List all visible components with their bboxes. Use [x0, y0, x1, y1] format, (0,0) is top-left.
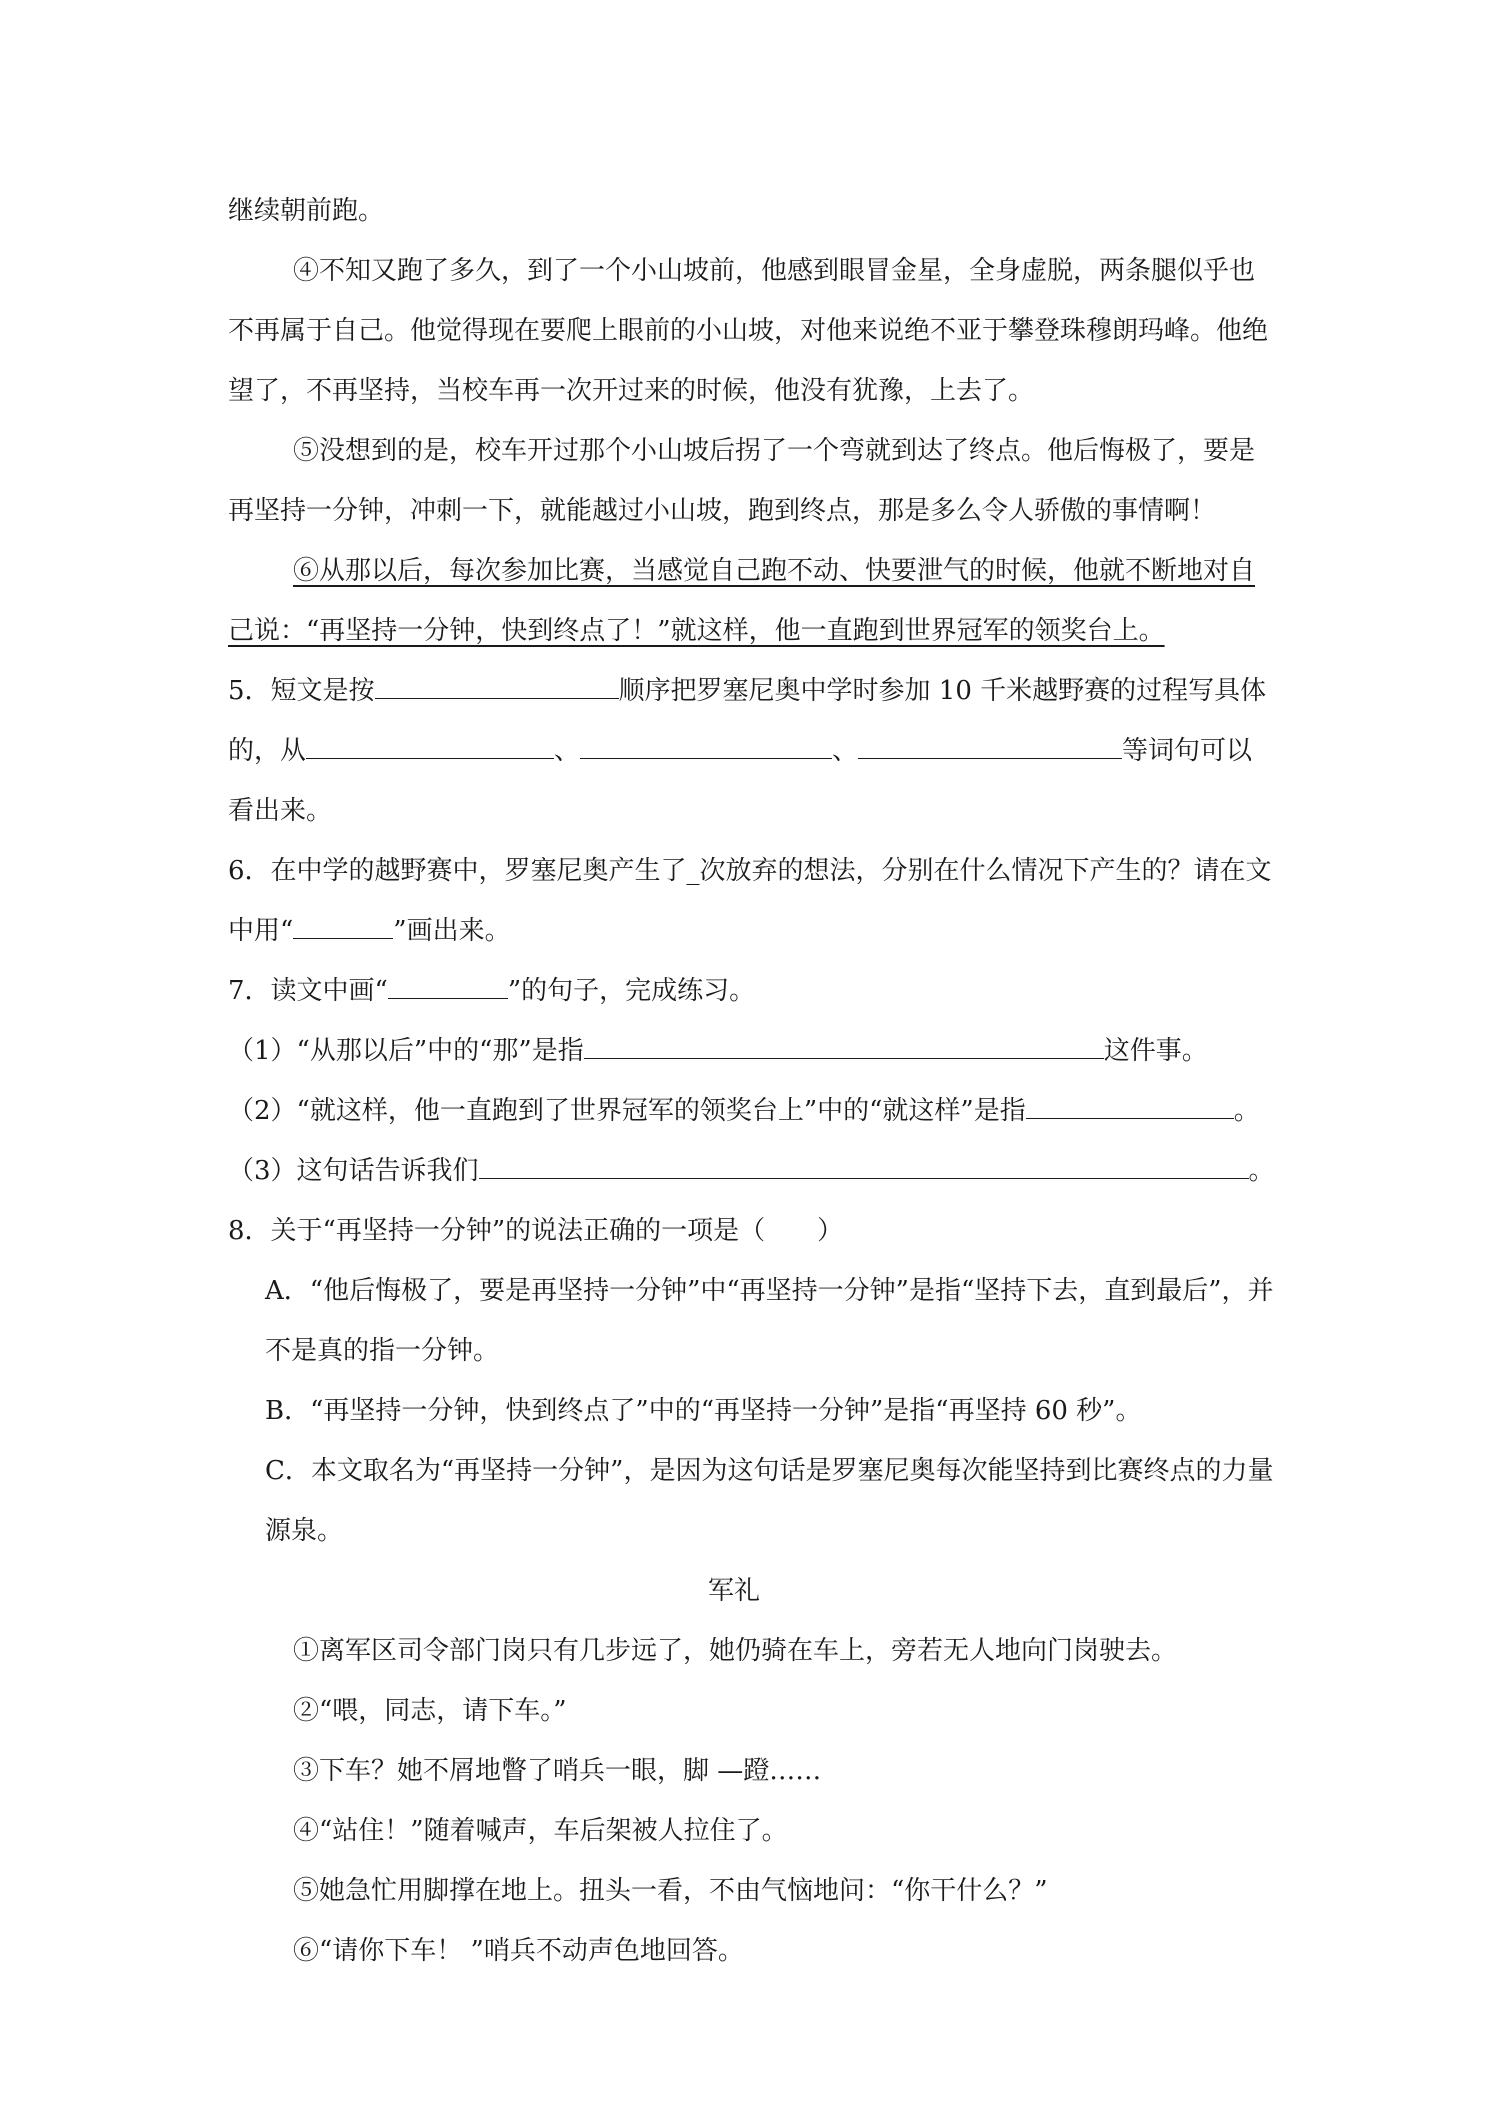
question-7-text: 7．读文中画“	[228, 976, 388, 1006]
story-paragraph: ②“喂，同志，请下车。”	[293, 1696, 567, 1726]
story-paragraph: ⑤她急忙用脚撑在地上。扭头一看，不由气恼地问：“你干什么？”	[293, 1876, 1048, 1906]
paragraph-6-underlined-line: 己说：“再坚持一分钟，快到终点了！”就这样，他一直跑到世界冠军的领奖台上。	[228, 616, 1165, 646]
question-7-1-text: （1）“从那以后”中的“那”是指	[228, 1036, 584, 1066]
separator: 、	[832, 736, 859, 766]
paragraph-4-line: 不再属于自己。他觉得现在要爬上眼前的小山坡，对他来说绝不亚于攀登珠穆朗玛峰。他绝	[228, 316, 1269, 346]
paragraph-6-underlined-line: ⑥从那以后，每次参加比赛，当感觉自己跑不动、快要泄气的时候，他就不断地对自	[293, 556, 1256, 586]
story-paragraph: ④“站住！”随着喊声，车后架被人拉住了。	[293, 1816, 788, 1846]
paragraph-5-line: ⑤没想到的是，校车开过那个小山坡后拐了一个弯就到达了终点。他后悔极了，要是	[293, 436, 1256, 466]
question-6-line	[228, 914, 511, 948]
question-5-line: 看出来。	[228, 796, 333, 826]
option-c-cont: 源泉。	[265, 1516, 344, 1546]
question-7-line	[228, 974, 755, 1008]
question-5-text: 的，从	[228, 736, 307, 766]
story-paragraph: ⑥“请你下车！ ”哨兵不动声色地回答。	[293, 1936, 744, 1966]
question-5-line	[228, 734, 1252, 768]
option-b[interactable]: B．“再坚持一分钟，快到终点了”中的“再坚持一分钟”是指“再坚持 60 秒”。	[265, 1396, 1142, 1426]
question-7-3-line	[228, 1154, 1275, 1188]
answer-blank[interactable]	[584, 1034, 1104, 1059]
question-8-line: 8．关于“再坚持一分钟”的说法正确的一项是（ ）	[228, 1216, 844, 1246]
question-7-2-line	[228, 1094, 1260, 1128]
answer-blank[interactable]	[1026, 1094, 1234, 1119]
question-5-line	[228, 674, 1266, 708]
answer-blank[interactable]	[375, 674, 619, 699]
question-5-text: 等词句可以	[1122, 736, 1253, 766]
paragraph-4-line: 望了，不再坚持，当校车再一次开过来的时候，他没有犹豫，上去了。	[228, 376, 1035, 406]
question-7-1-line	[228, 1034, 1208, 1068]
question-5-text: 5．短文是按	[228, 676, 375, 706]
story-line: 继续朝前跑。	[228, 196, 385, 226]
option-c[interactable]: C．本文取名为“再坚持一分钟”，是因为这句话是罗塞尼奥每次能坚持到比赛终点的力量	[265, 1456, 1274, 1486]
story-title: 军礼	[708, 1576, 761, 1606]
underline-sample	[388, 974, 508, 999]
answer-blank[interactable]	[306, 734, 554, 759]
question-7-2-text: 。	[1233, 1096, 1260, 1126]
question-7-3-text: 。	[1248, 1156, 1275, 1186]
separator: 、	[554, 736, 581, 766]
story-paragraph: ①离军区司令部门岗只有几步远了，她仍骑在车上，旁若无人地向门岗驶去。	[293, 1636, 1178, 1666]
underline-sample	[293, 914, 393, 939]
question-6-text: ”画出来。	[393, 916, 511, 946]
option-a[interactable]: A．“他后悔极了，要是再坚持一分钟”中“再坚持一分钟”是指“坚持下去，直到最后”，并	[265, 1276, 1274, 1306]
question-7-text: ”的句子，完成练习。	[507, 976, 756, 1006]
option-a-cont: 不是真的指一分钟。	[265, 1336, 500, 1366]
question-7-1-text: 这件事。	[1103, 1036, 1208, 1066]
paragraph-5-line: 再坚持一分钟，冲刺一下，就能越过小山坡，跑到终点，那是多么令人骄傲的事情啊！	[228, 496, 1217, 526]
question-5-text: 顺序把罗塞尼奥中学时参加 10 千米越野赛的过程写具体	[618, 676, 1267, 706]
question-7-3-text: （3）这句话告诉我们	[228, 1156, 479, 1186]
question-6-text: 中用“	[228, 916, 294, 946]
answer-blank[interactable]	[479, 1154, 1249, 1179]
story-paragraph: ③下车？她不屑地瞥了哨兵一眼，脚 —蹬……	[293, 1756, 822, 1786]
paragraph-4-line: ④不知又跑了多久，到了一个小山坡前，他感到眼冒金星，全身虚脱，两条腿似乎也	[293, 256, 1256, 286]
question-6-line: 6．在中学的越野赛中，罗塞尼奥产生了_次放弃的想法，分别在什么情况下产生的？请在文	[228, 856, 1272, 886]
answer-blank[interactable]	[858, 734, 1122, 759]
answer-blank[interactable]	[580, 734, 832, 759]
question-7-2-text: （2）“就这样，他一直跑到了世界冠军的领奖台上”中的“就这样”是指	[228, 1096, 1026, 1126]
